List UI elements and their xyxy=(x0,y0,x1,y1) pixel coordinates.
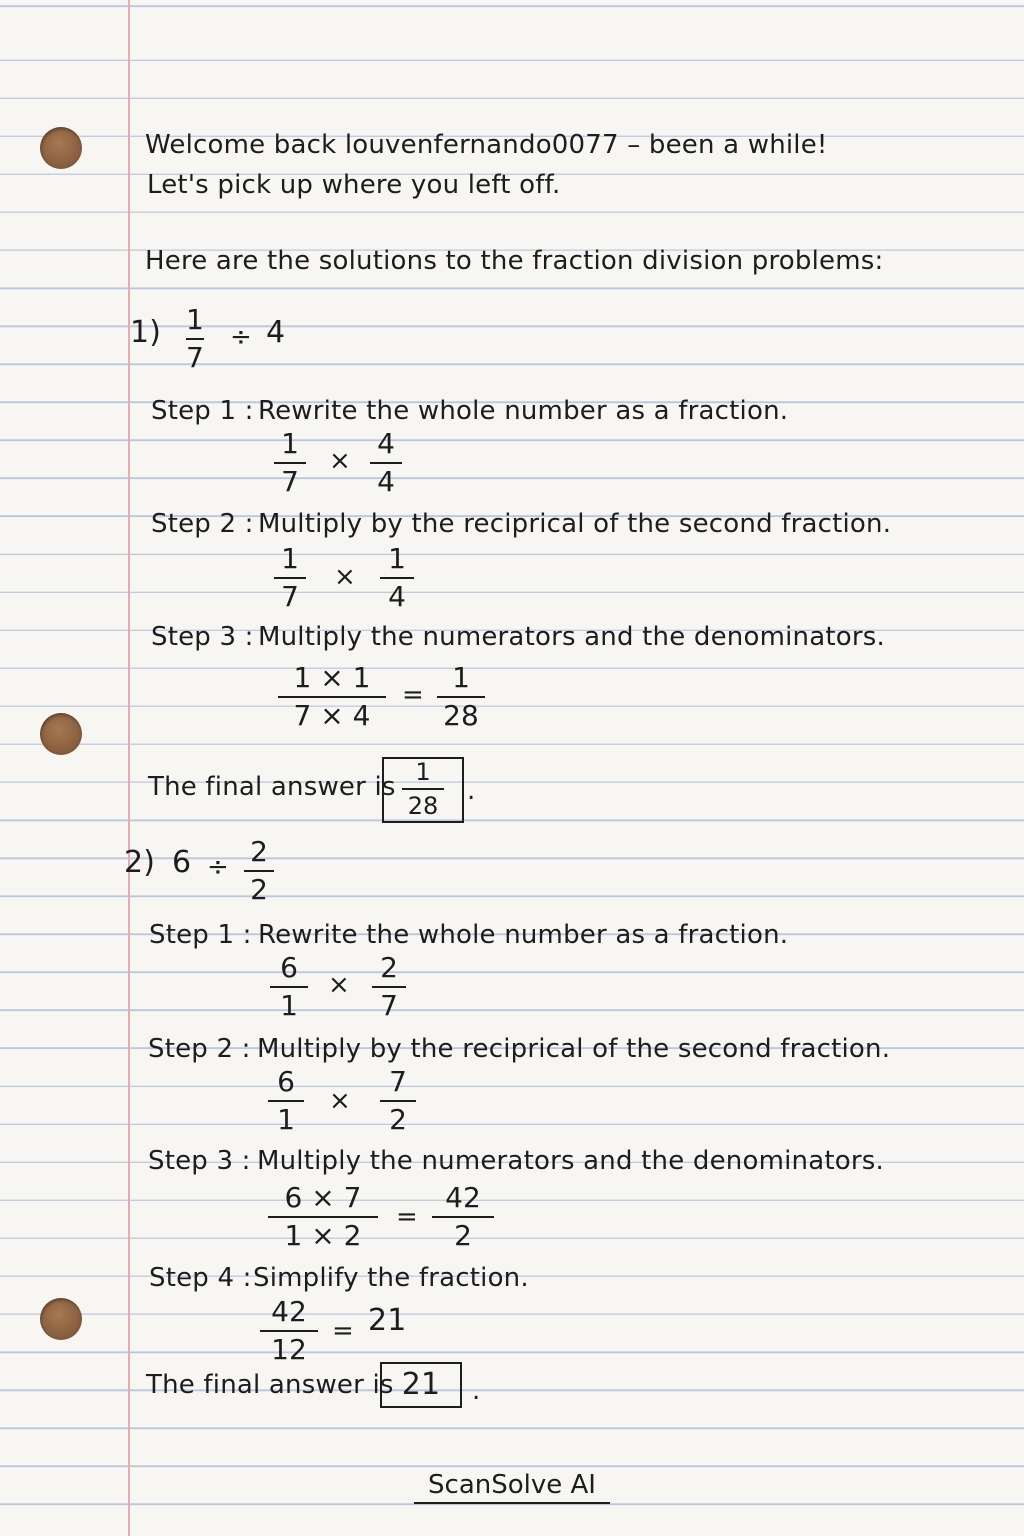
division-sign: ÷ xyxy=(230,322,252,352)
denominator: 1 xyxy=(280,989,298,1022)
greeting-line-1: Welcome back louvenfernando0077 – been a while! xyxy=(145,130,828,160)
p2-step-2-fraction-a xyxy=(268,1066,304,1136)
numerator: 1 xyxy=(452,661,470,694)
denominator: 7 xyxy=(281,580,299,613)
p1-step-1-fraction-a xyxy=(274,428,306,498)
denominator: 1 × 2 xyxy=(284,1219,362,1252)
denominator: 28 xyxy=(443,699,479,732)
multiply-sign: × xyxy=(334,562,356,592)
numerator: 1 xyxy=(415,758,431,786)
numerator: 6 xyxy=(277,1065,295,1098)
division-sign: ÷ xyxy=(207,852,229,882)
p1-step-1-fraction-b xyxy=(370,428,402,498)
equals-sign: = xyxy=(402,680,424,710)
p1-final-answer-text: The final answer is xyxy=(148,772,396,802)
denominator: 4 xyxy=(388,580,406,613)
p2-step-3-text: Multiply the numerators and the denominators. xyxy=(257,1146,884,1176)
p2-step-4-result: 21 xyxy=(368,1303,407,1338)
numerator: 6 × 7 xyxy=(284,1181,362,1214)
denominator: 2 xyxy=(250,873,268,906)
numerator: 7 xyxy=(389,1065,407,1098)
p2-period: . xyxy=(472,1376,481,1406)
p1-step-1-label: Step 1 : xyxy=(151,396,254,426)
denominator: 7 xyxy=(186,341,204,374)
numerator: 1 xyxy=(388,542,406,575)
p1-step-3-text: Multiply the numerators and the denominators. xyxy=(258,622,885,652)
p1-step-2-fraction-b xyxy=(380,543,414,613)
numerator: 4 xyxy=(377,427,395,460)
brand-signature: ScanSolve AI xyxy=(414,1470,610,1504)
equals-sign: = xyxy=(332,1316,354,1346)
p2-step-3-label: Step 3 : xyxy=(148,1146,251,1176)
p1-step-2-label: Step 2 : xyxy=(151,509,254,539)
binder-hole-top xyxy=(40,127,82,169)
p1-step-3-result-fraction xyxy=(437,662,485,732)
p1-step-1-text: Rewrite the whole number as a fraction. xyxy=(258,396,789,426)
denominator: 2 xyxy=(454,1219,472,1252)
p1-step-3-product-fraction xyxy=(278,662,386,732)
denominator: 4 xyxy=(377,465,395,498)
p1-step-3-label: Step 3 : xyxy=(151,622,254,652)
multiply-sign: × xyxy=(329,446,351,476)
binder-hole-bottom xyxy=(40,1298,82,1340)
p1-step-2-fraction-a xyxy=(274,543,306,613)
binder-hole-middle xyxy=(40,713,82,755)
intro-text: Here are the solutions to the fraction division problems: xyxy=(145,246,884,276)
p2-step-2-text: Multiply by the reciprical of the second fraction. xyxy=(257,1034,891,1064)
equals-sign: = xyxy=(396,1202,418,1232)
p2-step-2-label: Step 2 : xyxy=(148,1034,251,1064)
numerator: 1 xyxy=(186,303,204,336)
denominator: 7 xyxy=(281,465,299,498)
denominator: 2 xyxy=(389,1103,407,1136)
multiply-sign: × xyxy=(329,1086,351,1116)
numerator: 1 xyxy=(281,542,299,575)
margin-line xyxy=(128,0,130,1536)
p2-step-4-text: Simplify the fraction. xyxy=(253,1263,529,1293)
denominator: 1 xyxy=(277,1103,295,1136)
greeting-line-2: Let's pick up where you left off. xyxy=(147,170,561,200)
problem-1-fraction xyxy=(186,304,204,374)
numerator: 1 × 1 xyxy=(293,661,371,694)
numerator: 42 xyxy=(445,1181,481,1214)
problem-1-label: 1) xyxy=(130,315,162,350)
p1-final-answer-fraction xyxy=(402,758,444,820)
problem-2-label: 2) xyxy=(124,845,156,880)
denominator: 7 × 4 xyxy=(293,699,371,732)
p2-step-2-fraction-b xyxy=(380,1066,416,1136)
p1-step-2-text: Multiply by the reciprical of the second fraction. xyxy=(258,509,892,539)
denominator: 28 xyxy=(407,792,439,820)
p2-step-3-result-fraction xyxy=(432,1182,494,1252)
denominator: 7 xyxy=(380,989,398,1022)
p2-step-4-fraction xyxy=(260,1296,318,1366)
p2-step-3-product-fraction xyxy=(268,1182,378,1252)
denominator: 12 xyxy=(271,1333,307,1366)
p2-step-1-text: Rewrite the whole number as a fraction. xyxy=(258,920,789,950)
p2-step-1-fraction-b xyxy=(372,952,406,1022)
numerator: 42 xyxy=(271,1295,307,1328)
p1-period: . xyxy=(467,776,476,806)
p2-step-1-label: Step 1 : xyxy=(149,920,252,950)
numerator: 2 xyxy=(250,835,268,868)
p2-final-answer-value: 21 xyxy=(401,1367,441,1402)
p2-step-4-label: Step 4 : xyxy=(149,1263,252,1293)
p2-step-1-fraction-a xyxy=(270,952,308,1022)
numerator: 2 xyxy=(380,951,398,984)
problem-1-whole: 4 xyxy=(266,315,286,350)
numerator: 6 xyxy=(280,951,298,984)
problem-2-fraction xyxy=(244,836,274,906)
p2-final-answer-text: The final answer is xyxy=(146,1370,394,1400)
problem-2-whole: 6 xyxy=(172,845,192,880)
multiply-sign: × xyxy=(328,970,350,1000)
numerator: 1 xyxy=(281,427,299,460)
